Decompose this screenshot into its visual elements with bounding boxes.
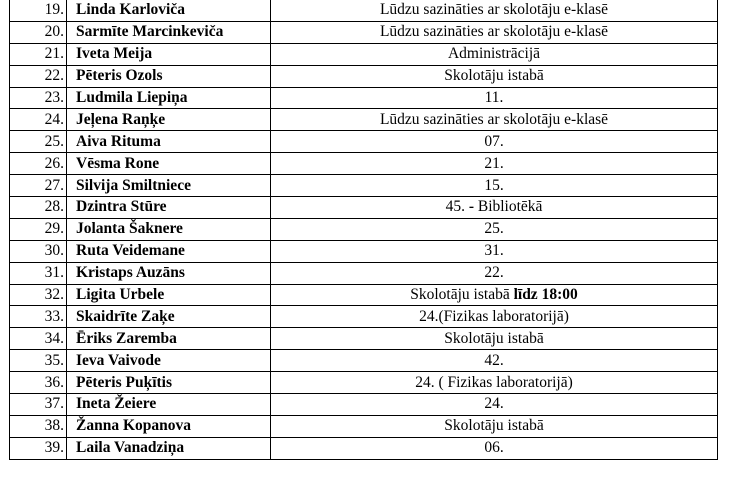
table-row bbox=[10, 87, 718, 109]
teacher-name: Iveta Meija bbox=[67, 43, 271, 65]
row-number: 25. bbox=[10, 131, 67, 153]
row-number: 21. bbox=[10, 43, 67, 65]
teacher-location bbox=[271, 197, 718, 219]
row-number: 28. bbox=[10, 197, 67, 219]
table-row bbox=[10, 328, 718, 350]
table-row bbox=[10, 437, 718, 459]
teacher-name: Pēteris Puķītis bbox=[67, 372, 271, 394]
teacher-location: 24.(Fizikas laboratorijā) bbox=[271, 306, 718, 328]
row-number: 24. bbox=[10, 109, 67, 131]
teacher-location: 15. bbox=[271, 175, 718, 197]
row-number: 38. bbox=[10, 415, 67, 437]
document-page bbox=[9, 0, 718, 460]
row-number: 39. bbox=[10, 437, 67, 459]
teacher-location: 24. ( Fizikas laboratorijā) bbox=[271, 372, 718, 394]
location-text: Bibliotēkā bbox=[473, 198, 543, 216]
teacher-name: Ludmila Liepiņa bbox=[67, 87, 271, 109]
teacher-name: Žanna Kopanova bbox=[67, 415, 271, 437]
teacher-location: Skolotāju istabā bbox=[271, 328, 718, 350]
row-number: 30. bbox=[10, 240, 67, 262]
teacher-name: Vēsma Rone bbox=[67, 153, 271, 175]
table-row bbox=[10, 43, 718, 65]
table-row bbox=[10, 284, 718, 306]
teacher-location: 11. bbox=[271, 87, 718, 109]
teacher-name: Linda Karloviča bbox=[67, 0, 271, 21]
table-row bbox=[10, 372, 718, 394]
row-number: 19. bbox=[10, 0, 67, 21]
table-row bbox=[10, 0, 718, 21]
row-number: 29. bbox=[10, 218, 67, 240]
table-body bbox=[10, 0, 718, 459]
teacher-name: Sarmīte Marcinkeviča bbox=[67, 21, 271, 43]
teacher-location: 21. bbox=[271, 153, 718, 175]
teacher-name: Jeļena Raņķe bbox=[67, 109, 271, 131]
table-row bbox=[10, 350, 718, 372]
location-emphasis: līdz 18:00 bbox=[513, 286, 578, 304]
teacher-location: 31. bbox=[271, 240, 718, 262]
row-number: 23. bbox=[10, 87, 67, 109]
row-number: 37. bbox=[10, 394, 67, 416]
table-row bbox=[10, 240, 718, 262]
location-text: Skolotāju istabā bbox=[410, 286, 514, 304]
table-row bbox=[10, 197, 718, 219]
row-number: 20. bbox=[10, 21, 67, 43]
teacher-location: 06. bbox=[271, 437, 718, 459]
teacher-location: 24. bbox=[271, 394, 718, 416]
teacher-location bbox=[271, 284, 718, 306]
teacher-location: Lūdzu sazināties ar skolotāju e-klasē bbox=[271, 109, 718, 131]
table-row bbox=[10, 218, 718, 240]
teacher-name: Ruta Veidemane bbox=[67, 240, 271, 262]
teacher-location: Lūdzu sazināties ar skolotāju e-klasē bbox=[271, 0, 718, 21]
teacher-location: Administrācijā bbox=[271, 43, 718, 65]
teacher-name: Aiva Rituma bbox=[67, 131, 271, 153]
teacher-name: Skaidrīte Zaķe bbox=[67, 306, 271, 328]
teacher-location: 25. bbox=[271, 218, 718, 240]
teacher-name: Pēteris Ozols bbox=[67, 65, 271, 87]
table-row bbox=[10, 131, 718, 153]
teacher-location-table bbox=[9, 0, 718, 460]
row-number: 31. bbox=[10, 262, 67, 284]
table-row bbox=[10, 109, 718, 131]
teacher-name: Ligita Urbele bbox=[67, 284, 271, 306]
table-row bbox=[10, 394, 718, 416]
table-row bbox=[10, 175, 718, 197]
teacher-name: Kristaps Auzāns bbox=[67, 262, 271, 284]
teacher-name: Ēriks Zaremba bbox=[67, 328, 271, 350]
teacher-location: 22. bbox=[271, 262, 718, 284]
teacher-location: 07. bbox=[271, 131, 718, 153]
row-number: 34. bbox=[10, 328, 67, 350]
row-number: 32. bbox=[10, 284, 67, 306]
teacher-name: Jolanta Šaknere bbox=[67, 218, 271, 240]
teacher-location: 42. bbox=[271, 350, 718, 372]
row-number: 35. bbox=[10, 350, 67, 372]
teacher-name: Ineta Žeiere bbox=[67, 394, 271, 416]
teacher-location: Skolotāju istabā bbox=[271, 65, 718, 87]
teacher-name: Laila Vanadziņa bbox=[67, 437, 271, 459]
row-number: 22. bbox=[10, 65, 67, 87]
table-row bbox=[10, 306, 718, 328]
teacher-name: Ieva Vaivode bbox=[67, 350, 271, 372]
location-text: 45. bbox=[445, 198, 469, 216]
teacher-location: Lūdzu sazināties ar skolotāju e-klasē bbox=[271, 21, 718, 43]
teacher-name: Dzintra Stūre bbox=[67, 197, 271, 219]
table-row bbox=[10, 153, 718, 175]
location-emphasis: - bbox=[468, 198, 474, 216]
teacher-location: Skolotāju istabā bbox=[271, 415, 718, 437]
table-row bbox=[10, 21, 718, 43]
row-number: 36. bbox=[10, 372, 67, 394]
row-number: 26. bbox=[10, 153, 67, 175]
table-row bbox=[10, 415, 718, 437]
row-number: 27. bbox=[10, 175, 67, 197]
row-number: 33. bbox=[10, 306, 67, 328]
teacher-name: Silvija Smiltniece bbox=[67, 175, 271, 197]
table-row bbox=[10, 262, 718, 284]
table-row bbox=[10, 65, 718, 87]
